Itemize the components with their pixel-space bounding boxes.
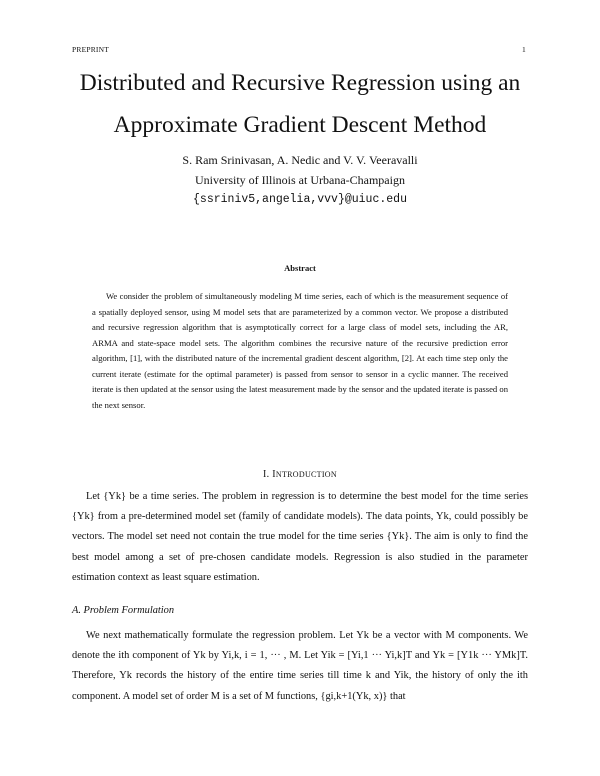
author-list: S. Ram Srinivasan, A. Nedic and V. V. Veeravalli — [182, 153, 418, 167]
email: {ssriniv5,angelia,vvv}@uiuc.edu — [193, 193, 407, 206]
running-header: PREPRINT — [72, 45, 110, 54]
abstract-heading: Abstract — [284, 263, 316, 273]
affiliation: University of Illinois at Urbana-Champaign — [195, 173, 405, 187]
abstract-paragraph: We consider the problem of simultaneously modeling M time series, each of which is the measurement sequence of a spatially deployed sensor, using M model sets that are parameterized by a common vector. We propose a distributed and recursive regression algorithm that is asymptotically correct for a large class of model sets, including the AR, ARMA and state-space model sets. The algorithm combines the recursive nature of the recursive prediction error algorithm, [1], with the distributed nature of the incremental gradient descent algorithm, [2]. At each time step only the current iterate (estimate for the optimal parameter) is passed from sensor to sensor in a cyclic manner. The received iterate is then updated at the sensor using the latest measurement made by the sensor and the updated iterate is passed on the next sensor. — [92, 291, 508, 410]
introduction-body — [72, 487, 528, 588]
subsection-heading-problem-formulation: A. Problem Formulation — [72, 605, 175, 616]
paper-title-line2: Approximate Gradient Descent Method — [113, 112, 487, 138]
section-title-first: I — [272, 469, 276, 480]
section-numeral: I. — [263, 469, 273, 480]
introduction-paragraph: Let {Yk} be a time series. The problem in regression is to determine the best model for the time series {Yk} from a pre-determined model set (family of candidate models). The data points, Yk, could possibly be vectors. The model set need not contain the true model for the time series {Yk}. The aim is only to find the best model among a set of pre-chosen candidate models. Regression is also studied in the parameter estimation context as least square estimation. — [72, 491, 528, 583]
section-title-rest: NTRODUCTION — [275, 470, 337, 479]
page-number: 1 — [522, 45, 526, 54]
section-heading-introduction — [0, 469, 600, 480]
paper-title-line1: Distributed and Recursive Regression using an — [79, 70, 521, 96]
problem-formulation-paragraph: We next mathematically formulate the regression problem. Let Yk be a vector with M components. We denote the ith component of Yk by Yi,k, i = 1, ··· , M. Let Yik = [Yi,1 ··· Yi,k]T and Yk = [Y1k ··· YMk]T. Therefore, Yk records the history of the entire time series till time k and Yik, the history of only the ith component. A model set of order M is a set of M functions, {gi,k+1(Yk, x)} that — [72, 630, 528, 702]
problem-formulation-body — [72, 626, 528, 707]
abstract-body — [92, 289, 508, 413]
